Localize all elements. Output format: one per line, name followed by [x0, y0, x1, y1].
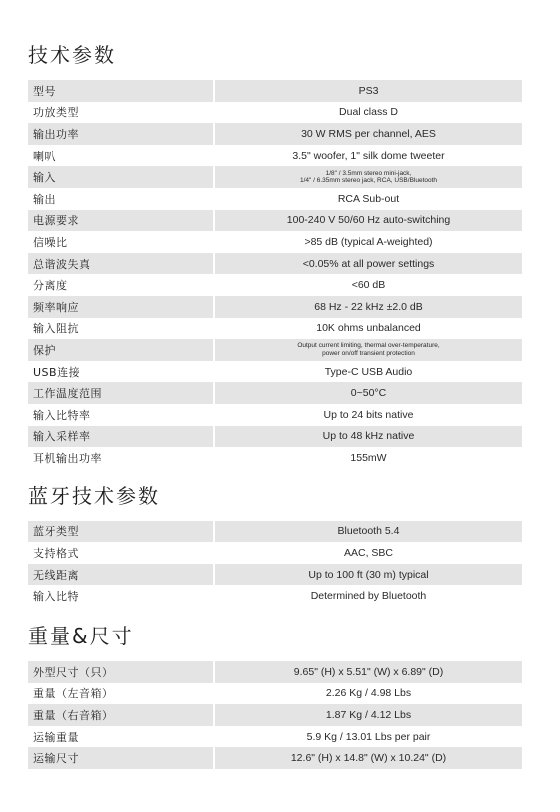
table-row — [28, 361, 522, 383]
row-value: 9.65" (H) x 5.51" (W) x 6.89" (D) — [214, 661, 522, 683]
table-row — [28, 210, 522, 232]
row-value: 0~50°C — [214, 382, 522, 404]
row-value: PS3 — [214, 80, 522, 102]
table-row — [28, 564, 522, 586]
row-value: AAC, SBC — [214, 542, 522, 564]
row-value-line: 1/4" / 6.35mm stereo jack, RCA, USB/Bluetooth — [299, 177, 438, 185]
section-tech-specs — [28, 40, 522, 469]
row-value: 155mW — [214, 447, 522, 469]
row-value: Up to 48 kHz native — [214, 426, 522, 448]
table-row — [28, 318, 522, 340]
section-title: 蓝牙技术参数 — [28, 483, 160, 508]
weight-dimensions-table — [28, 661, 522, 769]
table-row — [28, 661, 522, 683]
row-value: >85 dB (typical A-weighted) — [214, 231, 522, 253]
row-label: 重量（左音箱） — [33, 687, 114, 701]
row-label: 运输重量 — [33, 730, 79, 744]
row-label: 输出功率 — [28, 123, 214, 145]
row-value: <60 dB — [214, 274, 522, 296]
row-label: USB连接 — [33, 365, 81, 379]
row-label: 耳机输出功率 — [33, 451, 102, 465]
row-label: 频率响应 — [28, 296, 214, 318]
table-row — [28, 404, 522, 426]
row-label: 喇叭 — [33, 149, 56, 163]
table-row — [28, 521, 522, 543]
bluetooth-specs-table — [28, 521, 522, 607]
table-row — [28, 296, 522, 318]
row-label: 支持格式 — [33, 547, 79, 561]
row-value — [214, 339, 522, 361]
row-value: 12.6" (H) x 14.8" (W) x 10.24" (D) — [214, 747, 522, 769]
table-row — [28, 102, 522, 124]
row-label: 信噪比 — [33, 235, 68, 249]
table-row — [28, 253, 522, 275]
row-value: 1.87 Kg / 4.12 Lbs — [214, 704, 522, 726]
table-row — [28, 426, 522, 448]
section-bluetooth-specs — [28, 481, 522, 607]
row-value: Up to 100 ft (30 m) typical — [214, 564, 522, 586]
spec-sheet — [28, 40, 522, 769]
row-value: Dual class D — [214, 102, 522, 124]
table-row — [28, 188, 522, 210]
row-value: <0.05% at all power settings — [214, 253, 522, 275]
table-row — [28, 704, 522, 726]
row-label: 输出 — [33, 192, 56, 206]
row-value: 2.26 Kg / 4.98 Lbs — [214, 683, 522, 705]
table-row — [28, 166, 522, 188]
row-label: 输入比特 — [33, 590, 79, 604]
table-row — [28, 726, 522, 748]
row-label: 输入采样率 — [28, 426, 214, 448]
row-label: 输入比特率 — [33, 408, 91, 422]
row-value: 100-240 V 50/60 Hz auto-switching — [214, 210, 522, 232]
row-label: 输入阻抗 — [33, 322, 79, 336]
row-value-line: 1/8" / 3.5mm stereo mini-jack, — [325, 169, 412, 177]
row-value: Determined by Bluetooth — [214, 585, 522, 607]
table-row — [28, 339, 522, 361]
section-title: 重量&尺寸 — [28, 624, 134, 649]
row-value: RCA Sub-out — [214, 188, 522, 210]
table-row — [28, 274, 522, 296]
table-row — [28, 542, 522, 564]
row-value: 5.9 Kg / 13.01 Lbs per pair — [214, 726, 522, 748]
section-title: 技术参数 — [28, 43, 116, 67]
row-value: 3.5" woofer, 1" silk dome tweeter — [214, 145, 522, 167]
table-row — [28, 80, 522, 102]
section-weight-dimensions — [28, 621, 522, 769]
row-value — [214, 166, 522, 188]
row-label: 分离度 — [33, 279, 68, 293]
row-label: 输入 — [28, 166, 214, 188]
row-label: 重量（右音箱） — [28, 704, 214, 726]
table-row — [28, 447, 522, 469]
row-label: 保护 — [28, 339, 214, 361]
row-value-line: Output current limiting, thermal over-temperature, — [297, 342, 440, 350]
row-value: Up to 24 bits native — [214, 404, 522, 426]
table-row — [28, 585, 522, 607]
tech-specs-table — [28, 80, 522, 469]
row-value-line: power on/off transient protection — [322, 349, 415, 357]
row-label: 功放类型 — [33, 106, 79, 120]
row-label: 电源要求 — [28, 210, 214, 232]
row-value: 30 W RMS per channel, AES — [214, 123, 522, 145]
row-label: 总谐波失真 — [28, 253, 214, 275]
row-label: 型号 — [28, 80, 214, 102]
row-value: 10K ohms unbalanced — [214, 318, 522, 340]
table-row — [28, 747, 522, 769]
row-value: Type-C USB Audio — [214, 361, 522, 383]
row-value: 68 Hz - 22 kHz ±2.0 dB — [214, 296, 522, 318]
table-row — [28, 231, 522, 253]
row-label: 外型尺寸（只） — [28, 661, 214, 683]
table-row — [28, 683, 522, 705]
table-row — [28, 123, 522, 145]
row-value: Bluetooth 5.4 — [214, 521, 522, 543]
row-label: 无线距离 — [28, 564, 214, 586]
row-label: 蓝牙类型 — [28, 521, 214, 543]
table-row — [28, 145, 522, 167]
row-label: 工作温度范围 — [28, 382, 214, 404]
row-label: 运输尺寸 — [28, 747, 214, 769]
table-row — [28, 382, 522, 404]
